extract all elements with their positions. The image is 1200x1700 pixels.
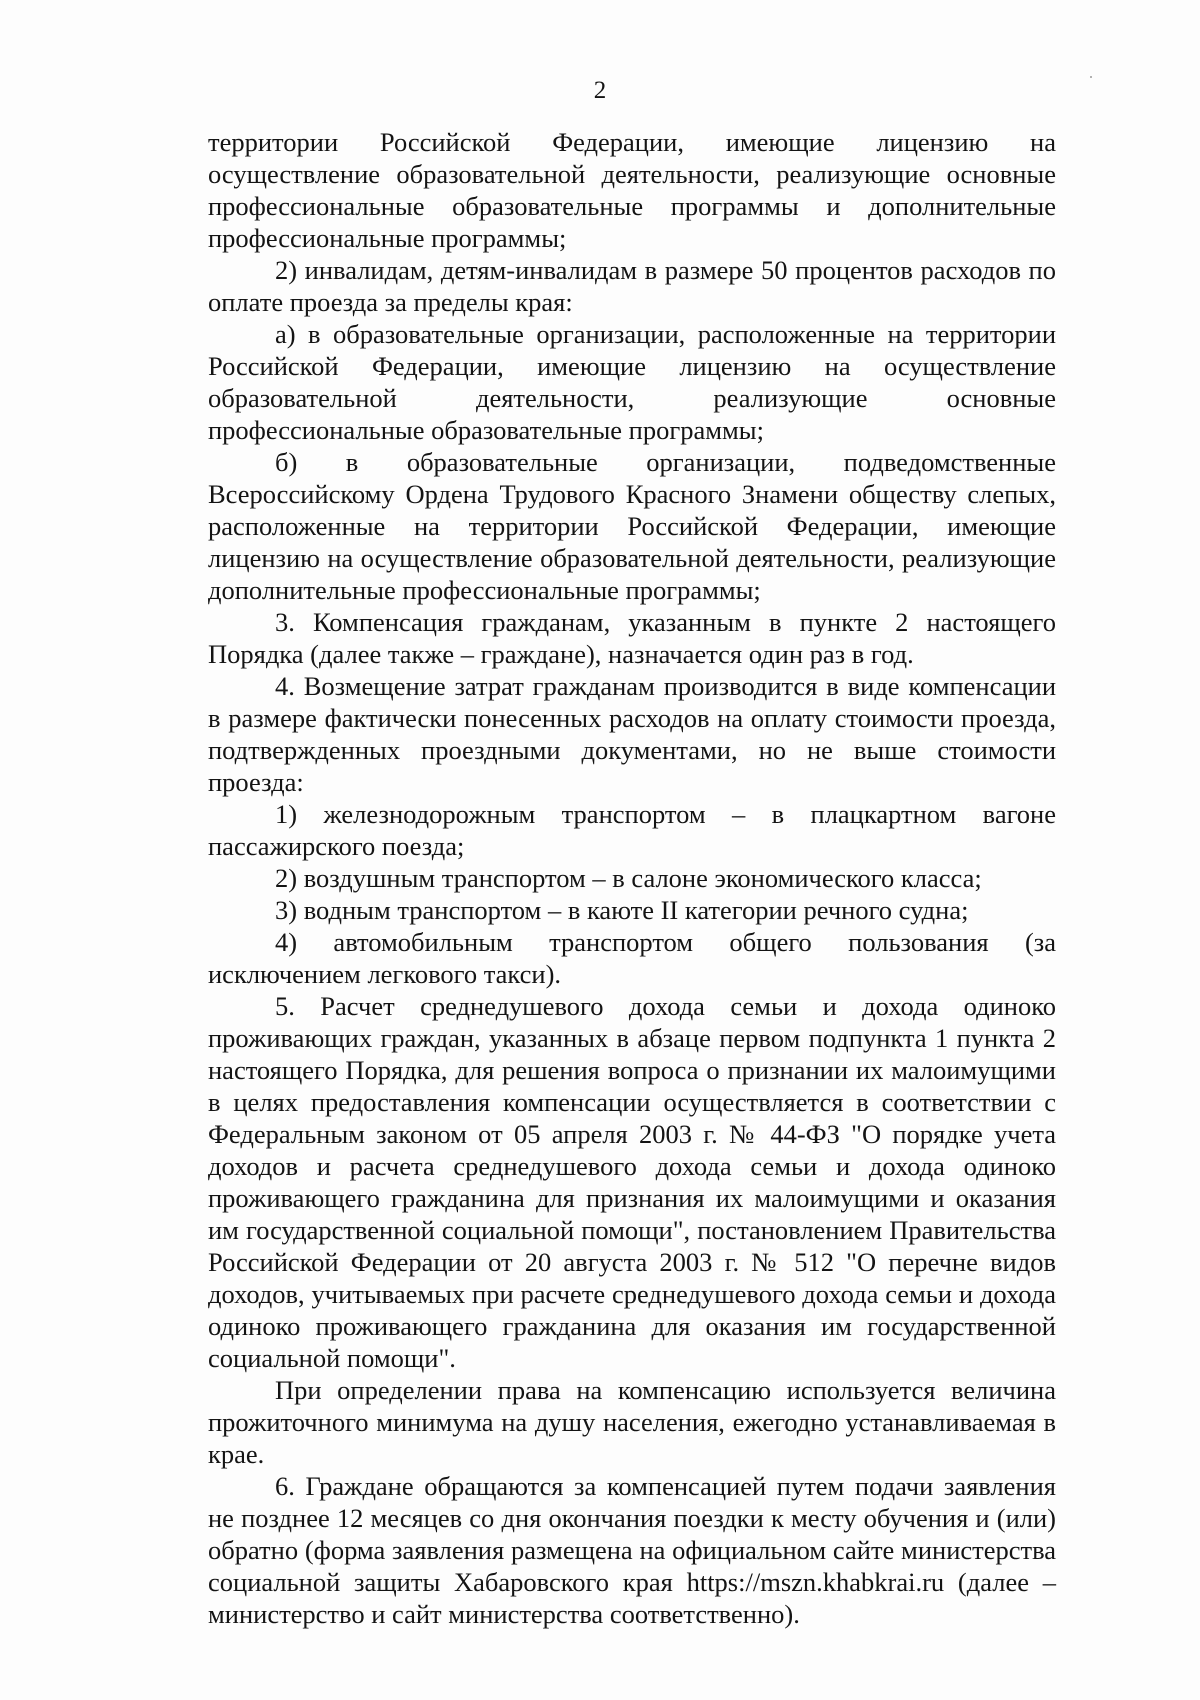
paragraph-clause-3: 3. Компенсация гражданам, указанным в пункте 2 настоящего Порядка (далее также – граждане), назначается один раз в год. [208,607,1056,669]
paragraph-clause-6: 6. Граждане обращаются за компенсацией путем подачи заявления не позднее 12 месяцев со дня окончания поездки к месту обучения и (или) обратно (форма заявления размещена на официальном сайте министерства социальной защиты Хабаровского края https://mszn.khabkrai.ru (далее – министерство и сайт министерства соответственно). [208,1471,1056,1629]
paragraph-transport-air: 2) воздушным транспортом – в салоне экономического класса; [275,863,982,893]
paragraph-item-2: 2) инвалидам, детям-инвалидам в размере 50 процентов расходов по оплате проезда за пределы края: [208,255,1056,317]
paragraph-transport-rail: 1) железнодорожным транспортом – в плацкартном вагоне пассажирского поезда; [208,799,1056,861]
paragraph-transport-road: 4) автомобильным транспортом общего пользования (за исключением легкового такси). [208,927,1056,989]
paragraph-subitem-b: б) в образовательные организации, подведомственные Всероссийскому Ордена Трудового Красного Знамени обществу слепых, расположенные на территории Российской Федерации, имеющие лицензию на осуществление образовательной деятельности, реализующие дополнительные профессиональные программы; [208,447,1056,605]
document-body [208,126,1056,1630]
paragraph-clause-5: 5. Расчет среднедушевого дохода семьи и дохода одиноко проживающих граждан, указанных в абзаце первом подпункта 1 пункта 2 настоящего Порядка, для решения вопроса о признании их малоимущими в целях предоставления компенсации осуществляется в соответствии с Федеральным законом от 05 апреля 2003 г. № 44-ФЗ "О порядке учета доходов и расчета среднедушевого дохода семьи и дохода одиноко проживающего гражданина для признания их малоимущими и оказания им государственной социальной помощи", постановлением Правительства Российской Федерации от 20 августа 2003 г. № 512 "О перечне видов доходов, учитываемых при расчете среднедушевого дохода семьи и дохода одиноко проживающего гражданина для оказания им государственной социальной помощи". [208,991,1056,1373]
paragraph-continuation: территории Российской Федерации, имеющие лицензию на осуществление образовательной деятельности, реализующие основные профессиональные образовательные программы и дополнительные профессиональные программы; [208,127,1056,253]
paragraph-subitem-a: а) в образовательные организации, расположенные на территории Российской Федерации, имеющие лицензию на осуществление образовательной деятельности, реализующие основные профессиональные образовательные программы; [208,319,1056,445]
page-number: 2 [593,77,607,104]
paragraph-clause-4: 4. Возмещение затрат гражданам производится в виде компенсации в размере фактически понесенных расходов на оплату стоимости проезда, подтвержденных проездными документами, но не выше стоимости проезда: [208,671,1056,797]
scan-speck [1090,76,1092,78]
paragraph-transport-water: 3) водным транспортом – в каюте II категории речного судна; [275,895,969,925]
paragraph-subsistence-minimum: При определении права на компенсацию используется величина прожиточного минимума на душу населения, ежегодно устанавливаемая в крае. [208,1375,1056,1469]
